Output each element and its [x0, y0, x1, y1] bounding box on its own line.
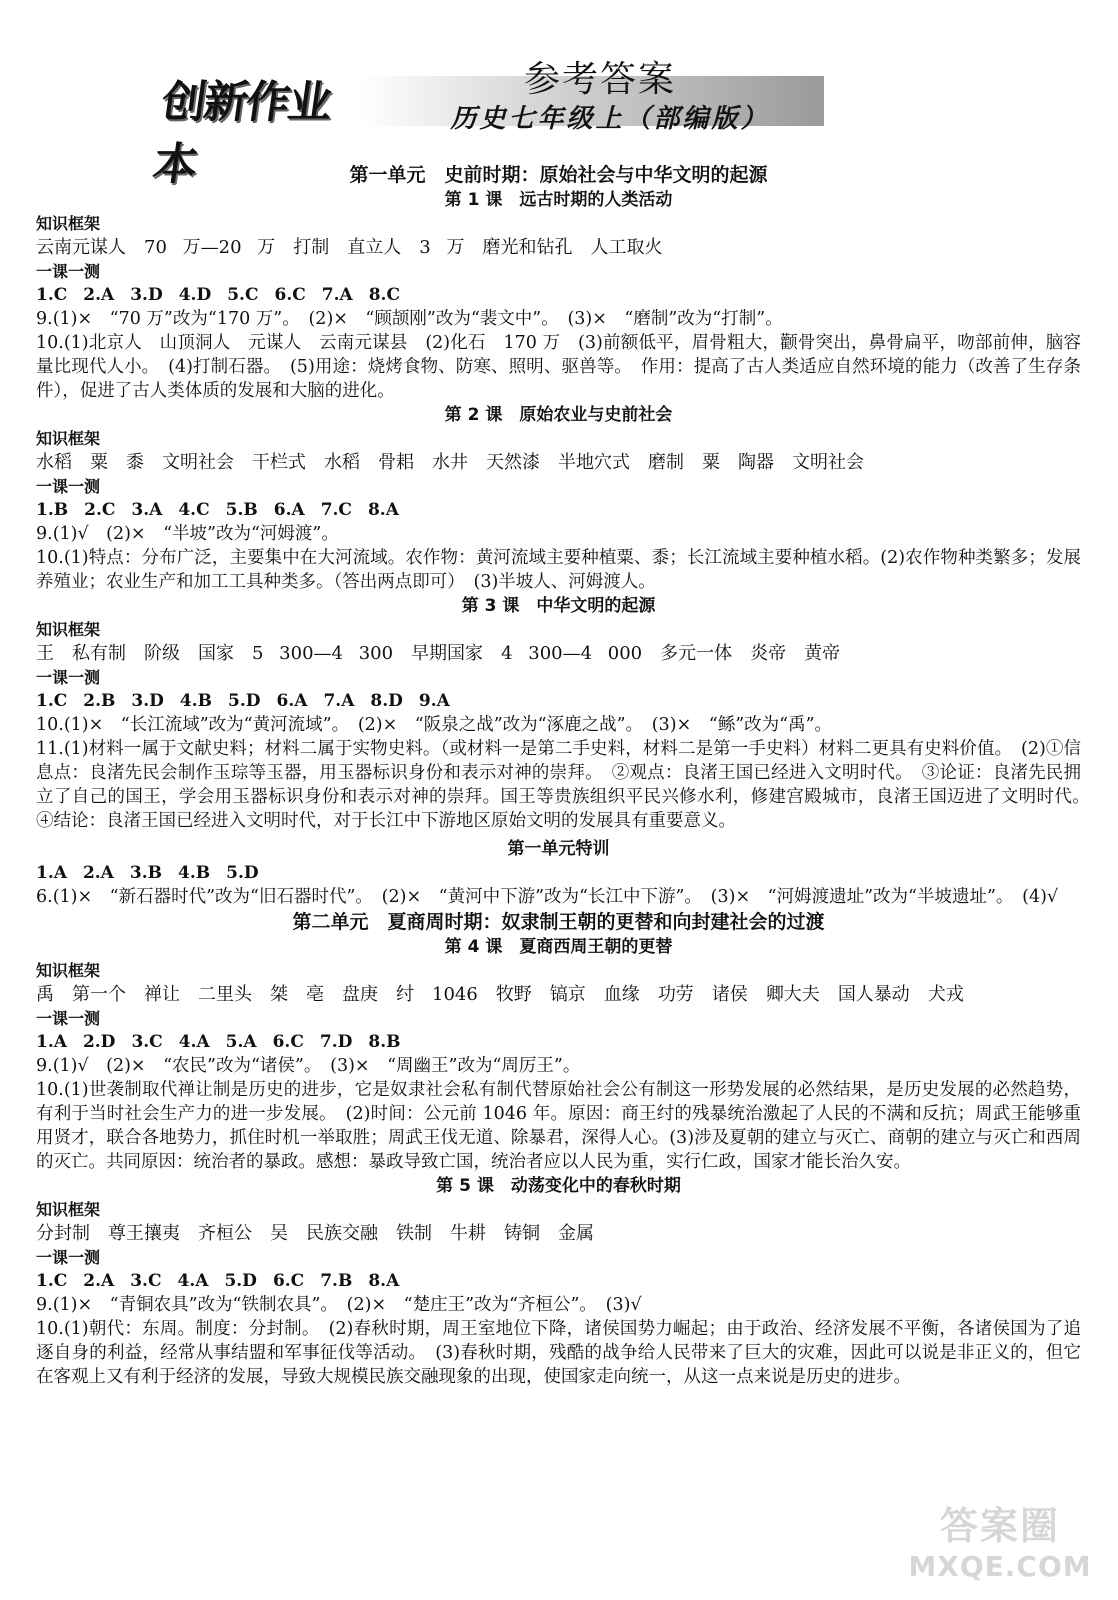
choice: 4.A	[177, 1271, 209, 1291]
choice: 3.D	[130, 285, 163, 305]
term: 文明社会	[792, 452, 864, 473]
choice-answers	[36, 283, 1081, 307]
choice: 7.A	[321, 285, 353, 305]
choice-answers	[36, 1269, 1081, 1293]
term: 亳	[306, 984, 324, 1005]
choice: 6.C	[272, 1271, 305, 1291]
term: 粟	[702, 452, 720, 473]
term: 卿大夫	[765, 984, 820, 1005]
term: 禅让	[144, 984, 180, 1005]
choice: 8.A	[368, 1271, 400, 1291]
term: 直立人	[347, 237, 402, 258]
choice: 5.A	[225, 1032, 257, 1052]
term: 桀	[270, 984, 288, 1005]
term: 水井	[432, 452, 468, 473]
term: 私有制	[72, 643, 126, 664]
answer-paragraph: 6.(1)× “新石器时代”改为“旧石器时代”。 (2)× “黄河中下游”改为“长江中下游”。 (3)× “河姆渡遗址”改为“半坡遗址”。 (4)√	[36, 887, 1059, 907]
term: 禹	[36, 984, 54, 1005]
term: 尊王攘夷	[108, 1223, 180, 1244]
answer-paragraph: 9.(1)√ (2)× “半坡”改为“河姆渡”。	[36, 524, 339, 544]
term: 镐京	[549, 984, 586, 1005]
choice: 1.C	[36, 285, 68, 305]
term: 阶级	[144, 643, 180, 664]
choice: 7.B	[320, 1271, 353, 1291]
choice: 2.D	[82, 1032, 116, 1052]
choice-answers	[36, 1030, 1081, 1054]
term: 第一个	[72, 984, 126, 1005]
choice: 5.C	[227, 285, 259, 305]
answer-paragraph: 10.(1)× “长江流域”改为“黄河流域”。 (2)× “阪泉之战”改为“涿鹿之战”。 (3)× “鲧”改为“禹”。	[36, 715, 833, 735]
special-training-title: 第一单元特训	[507, 839, 610, 859]
choice: 6.A	[273, 500, 305, 520]
choice: 1.A	[36, 863, 67, 883]
choice-answers	[36, 861, 1081, 885]
answer-content	[36, 162, 1099, 1389]
term: 磨制	[648, 452, 684, 473]
choice: 1.C	[36, 1271, 68, 1291]
choice: 3.C	[130, 1271, 162, 1291]
choice: 8.D	[370, 691, 403, 711]
site-watermark	[900, 1495, 1100, 1595]
section-label: 知识框架	[36, 961, 101, 980]
choice: 1.B	[36, 500, 69, 520]
choice: 2.C	[84, 500, 116, 520]
term: 齐桓公	[198, 1223, 252, 1244]
choice: 4.D	[178, 285, 212, 305]
term: 水稻	[324, 452, 360, 473]
term-list	[36, 1221, 1081, 1246]
unit-title: 第一单元 史前时期：原始社会与中华文明的起源	[349, 164, 768, 186]
section-label: 知识框架	[36, 214, 101, 233]
term: 1046	[432, 984, 478, 1005]
choice: 6.A	[276, 691, 308, 711]
choice: 7.C	[320, 500, 352, 520]
choice: 1.A	[36, 1032, 67, 1052]
lesson-title: 第 2 课 原始农业与史前社会	[444, 405, 673, 425]
answer-paragraph: 10.(1)特点：分布广泛，主要集中在大河流域。农作物：黄河流域主要种植粟、黍；长江流域主要种植水稻。(2)农作物种类繁多；发展养殖业；农业生产和加工工具种类多。（答出两点即可） (3)半坡人、河姆渡人。	[36, 548, 1081, 592]
term: 打制	[293, 237, 330, 258]
answer-paragraph: 9.(1)× “青铜农具”改为“铁制农具”。 (2)× “楚庄王”改为“齐桓公”。 (3)√	[36, 1295, 642, 1315]
term: 二里头	[198, 984, 252, 1005]
choice: 2.A	[82, 863, 114, 883]
unit-title: 第二单元 夏商周时期：奴隶制王朝的更替和向封建社会的过渡	[292, 911, 825, 933]
term: 陶器	[738, 452, 774, 473]
choice: 2.A	[83, 1271, 115, 1291]
choice: 2.A	[83, 285, 115, 305]
choice: 3.B	[129, 863, 162, 883]
answer-paragraph: 9.(1)× “70 万”改为“170 万”。 (2)× “顾颉刚”改为“裴文中”。 (3)× “磨制”改为“打制”。	[36, 309, 783, 329]
answer-paragraph: 9.(1)√ (2)× “农民”改为“诸侯”。 (3)× “周幽王”改为“周厉王”。	[36, 1056, 581, 1076]
section-label: 知识框架	[36, 429, 101, 448]
term-list	[36, 235, 1081, 260]
answer-title: 参考答案	[523, 59, 676, 100]
term: 诸侯	[711, 984, 748, 1005]
lesson-title: 第 3 课 中华文明的起源	[461, 596, 656, 616]
term: 国家	[198, 643, 234, 664]
term: 黍	[126, 452, 144, 473]
choice: 5.D	[226, 863, 259, 883]
term: 功劳	[657, 984, 694, 1005]
term: 血缘	[603, 984, 640, 1005]
subject-title: 历史七年级上（部编版）	[450, 104, 770, 134]
section-label: 一课一测	[36, 1248, 101, 1267]
section-label: 知识框架	[36, 1200, 101, 1219]
term-list	[36, 982, 1081, 1007]
term: 半地穴式	[558, 452, 630, 473]
watermark-logo: 答案圈	[939, 1504, 1060, 1548]
choice: 4.C	[178, 500, 210, 520]
term: 云南元谋人	[36, 237, 126, 258]
choice: 5.D	[228, 691, 261, 711]
choice: 3.A	[131, 500, 163, 520]
answer-paragraph: 10.(1)朝代：东周。制度：分封制。 (2)春秋时期，周王室地位下降，诸侯国势力崛起；由于政治、经济发展不平衡，各诸侯国为了追逐自身的利益，经常从事结盟和军事征伐等活动。 (3)春秋时期，残酷的战争给人民带来了巨大的灾难，因此可以说是非正义的，但它在客观上又有利于经济的发展，导致大规模民族交融现象的出现，使国家走向统一，从这一点来说是历史的进步。	[36, 1319, 1081, 1387]
choice: 8.C	[368, 285, 400, 305]
choice: 7.A	[323, 691, 355, 711]
term: 磨光和钻孔	[482, 237, 573, 258]
term: 国人暴动	[837, 984, 910, 1005]
term: 多元一体	[660, 643, 733, 664]
term: 70 万—20 万	[144, 237, 276, 258]
choice: 1.C	[36, 691, 68, 711]
answer-paragraph: 10.(1)北京人 山顶洞人 元谋人 云南元谋县 (2)化石 170 万 (3)前额低平，眉骨粗大，颧骨突出，鼻骨扁平，吻部前伸，脑容量比现代人小。 (4)打制石器。 (5)用途：烧烤食物、防寒、照明、驱兽等。 作用：提高了古人类适应自然环境的能力（改善了生存条件），促进了古人类体质的发展和大脑的进化。	[36, 333, 1081, 401]
choice: 3.C	[131, 1032, 163, 1052]
choice: 8.B	[368, 1032, 401, 1052]
term: 分封制	[36, 1223, 90, 1244]
term: 早期国家	[411, 643, 484, 664]
term: 牧野	[495, 984, 532, 1005]
term: 4 300—4 000	[501, 643, 643, 664]
section-label: 一课一测	[36, 262, 101, 281]
section-label: 一课一测	[36, 1009, 101, 1028]
term: 牛耕	[450, 1223, 486, 1244]
term: 人工取火	[590, 237, 663, 258]
lesson-title: 第 5 课 动荡变化中的春秋时期	[436, 1176, 681, 1196]
term: 王	[36, 643, 54, 664]
term: 天然漆	[486, 452, 540, 473]
choice: 4.B	[179, 691, 213, 711]
choice: 4.B	[178, 863, 211, 883]
term: 黄帝	[804, 643, 841, 664]
choice: 4.A	[178, 1032, 210, 1052]
term: 金属	[558, 1223, 594, 1244]
term: 骨耜	[378, 452, 414, 473]
choice: 7.D	[319, 1032, 353, 1052]
answer-paragraph: 11.(1)材料一属于文献史料；材料二属于实物史料。（或材料一是第二手史料，材料二是第一手史料）材料二更具有史料价值。 (2)①信息点：良渚先民会制作玉琮等玉器，用玉器标识身份和表示对神的崇拜。 ②观点：良渚王国已经进入文明时代。 ③论证：良渚先民拥立了自己的国王，学会用玉器标识身份和表示对神的崇拜。国王等贵族组织平民兴修水利，修建宫殿城市，良渚王国迈进了文明时代。 ④结论：良渚王国已经进入文明时代，对于长江中下游地区原始文明的发展具有重要意义。	[36, 739, 1099, 831]
term-list	[36, 641, 1081, 666]
brand-logo: 创新作业本	[149, 77, 334, 190]
choice: 2.B	[83, 691, 116, 711]
section-label: 一课一测	[36, 477, 101, 496]
term: 5 300—4 300	[252, 643, 394, 664]
choice: 6.C	[272, 1032, 304, 1052]
term: 纣	[396, 984, 414, 1005]
term: 铸铜	[504, 1223, 540, 1244]
term: 粟	[90, 452, 108, 473]
section-label: 一课一测	[36, 668, 101, 687]
term-list	[36, 450, 1081, 475]
term: 文明社会	[162, 452, 234, 473]
term: 3 万	[419, 237, 465, 258]
choice: 5.B	[225, 500, 258, 520]
term: 民族交融	[306, 1223, 378, 1244]
watermark-url: MXQE.COM	[908, 1550, 1092, 1583]
term: 吴	[270, 1223, 288, 1244]
choice: 8.A	[367, 500, 399, 520]
choice: 9.A	[418, 691, 450, 711]
term: 炎帝	[750, 643, 787, 664]
choice: 5.D	[224, 1271, 257, 1291]
term: 盘庚	[342, 984, 378, 1005]
term: 犬戎	[927, 984, 964, 1005]
term: 水稻	[36, 452, 72, 473]
choice: 6.C	[274, 285, 306, 305]
section-label: 知识框架	[36, 620, 101, 639]
answer-paragraph: 10.(1)世袭制取代禅让制是历史的进步，它是奴隶社会私有制代替原始社会公有制这一形势发展的必然结果，是历史发展的必然趋势，有利于当时社会生产力的进一步发展。 (2)时间：公元前 1046 年。原因：商王纣的残暴统治激起了人民的不满和反抗；周武王能够重用贤才，联合各地势力，抓住时机一举取胜；周武王伐无道、除暴君，深得人心。(3)涉及夏朝的建立与灭亡、商朝的建立与灭亡和西周的灭亡。共同原因：统治者的暴政。感想：暴政导致亡国，统治者应以人民为重，实行仁政，国家才能长治久安。	[36, 1080, 1081, 1172]
choice-answers	[36, 689, 1081, 713]
lesson-title: 第 1 课 远古时期的人类活动	[444, 190, 673, 210]
choice-answers	[36, 498, 1081, 522]
term: 铁制	[396, 1223, 432, 1244]
lesson-title: 第 4 课 夏商西周王朝的更替	[444, 937, 673, 957]
choice: 3.D	[131, 691, 164, 711]
term: 干栏式	[252, 452, 306, 473]
